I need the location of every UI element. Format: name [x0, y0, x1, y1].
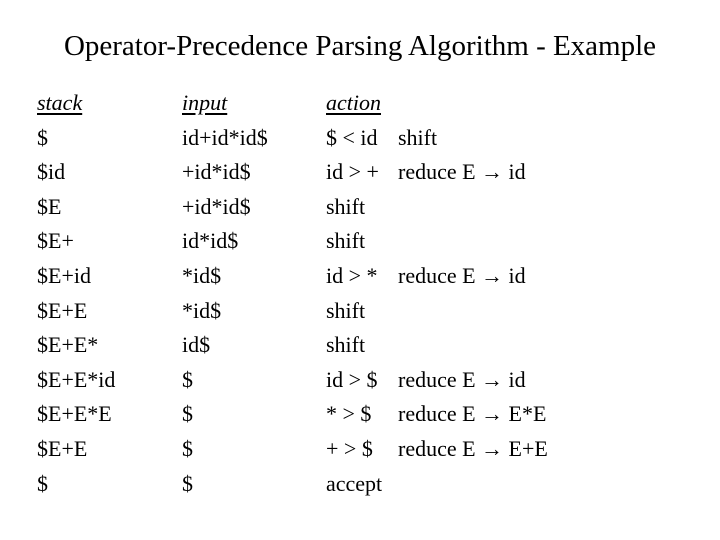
page-title: Operator-Precedence Parsing Algorithm - Example [63, 30, 657, 62]
action-relation: accept [326, 470, 383, 496]
input-cell: +id*id$ [182, 159, 251, 185]
action-relation: id > $ [326, 366, 378, 392]
action-relation: * > $ [326, 401, 372, 427]
stack-cell: $E [37, 193, 62, 219]
input-header: input [182, 90, 228, 115]
action-relation: shift [326, 332, 366, 358]
stack-cell: $E+ [37, 228, 74, 254]
action-cell [326, 363, 526, 398]
action-relation: shift [326, 228, 366, 254]
stack-column [37, 86, 115, 501]
action-relation: shift [326, 193, 366, 219]
action-cell [326, 432, 548, 467]
input-cell: $ [182, 401, 193, 427]
stack-cell: $E+E*id [37, 366, 116, 392]
action-note: reduce E → E*E [398, 401, 547, 427]
action-relation: $ < id [326, 124, 378, 150]
input-cell: *id$ [182, 262, 222, 288]
input-cell: *id$ [182, 297, 222, 323]
action-note: reduce E → id [398, 262, 526, 288]
action-note: reduce E → id [398, 159, 526, 185]
action-cell [326, 259, 526, 294]
action-note: reduce E → E+E [398, 435, 548, 461]
stack-cell: $E+id [37, 262, 91, 288]
action-relation: shift [326, 297, 366, 323]
stack-cell: $E+E [37, 297, 88, 323]
stack-cell: $E+E [37, 435, 88, 461]
action-cell [326, 224, 381, 259]
action-note: reduce E → id [398, 366, 526, 392]
input-cell: id*id$ [182, 228, 239, 254]
input-cell: $ [182, 435, 193, 461]
action-cell [326, 190, 381, 225]
action-cell [326, 467, 381, 502]
input-cell: id+id*id$ [182, 124, 268, 150]
stack-cell: $ [37, 124, 48, 150]
action-relation: + > $ [326, 435, 373, 461]
action-cell [326, 121, 438, 156]
stack-header: stack [37, 90, 83, 115]
action-relation: id > + [326, 159, 379, 185]
stack-cell: $id [37, 159, 66, 185]
input-cell: $ [182, 366, 193, 392]
stack-cell: $E+E*E [37, 401, 112, 427]
action-cell [326, 397, 547, 432]
stack-cell: $ [37, 470, 48, 496]
input-cell: id$ [182, 332, 211, 358]
action-header: action [326, 90, 381, 115]
stack-cell: $E+E* [37, 332, 99, 358]
action-cell [326, 328, 381, 363]
action-column [326, 86, 548, 501]
action-cell [326, 294, 381, 329]
input-column [182, 86, 268, 501]
action-note: shift [398, 124, 438, 150]
action-relation: id > * [326, 262, 378, 288]
input-cell: $ [182, 470, 193, 496]
action-cell [326, 155, 526, 190]
input-cell: +id*id$ [182, 193, 251, 219]
